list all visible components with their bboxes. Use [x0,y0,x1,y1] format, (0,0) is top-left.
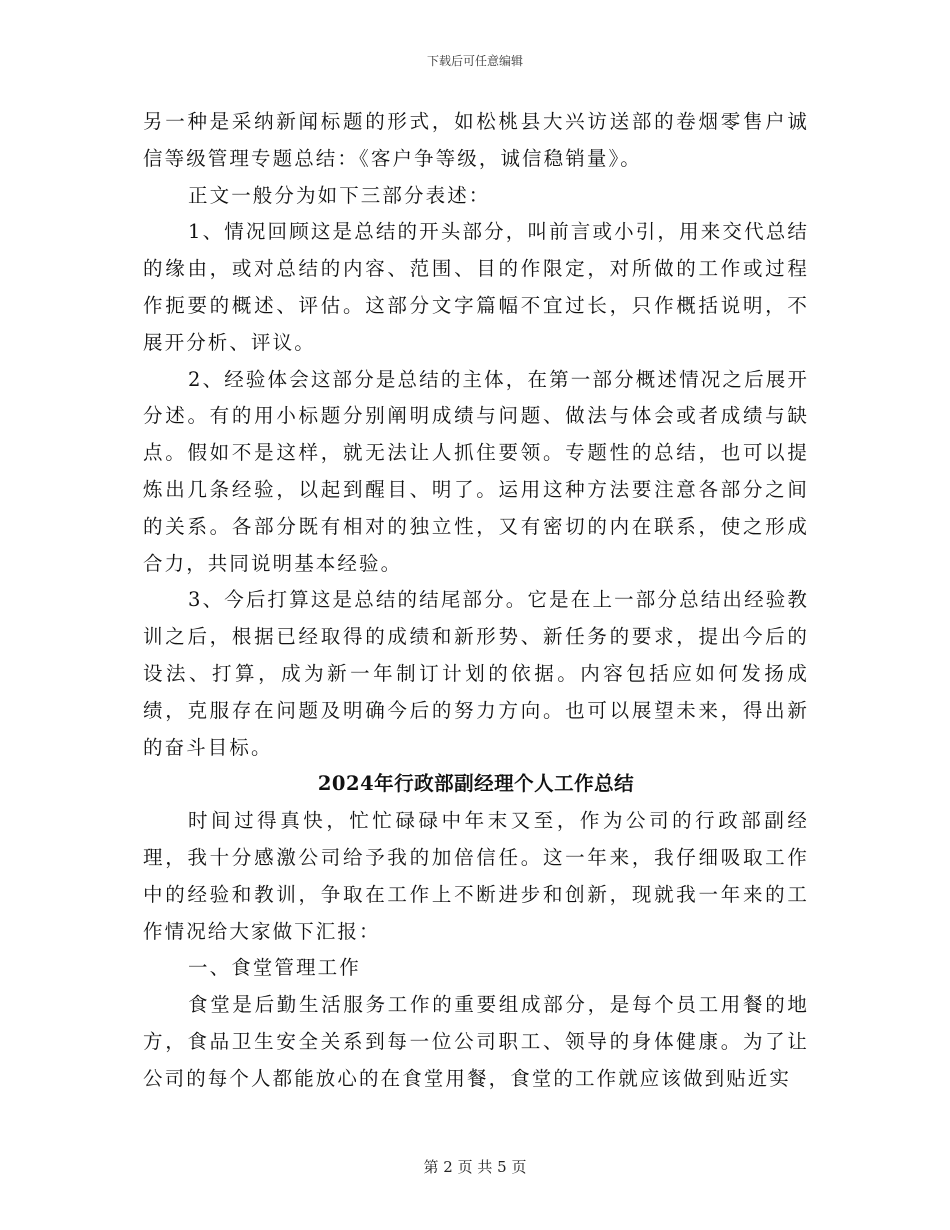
document-body [143,104,809,1098]
section-subheading: 一、食堂管理工作 [188,956,361,980]
body-paragraph-1: 另一种是采纳新闻标题的形式，如松桃县大兴访送部的卷烟零售户诚信等级管理专题总结：《客户争等级，诚信稳销量》。 [143,110,809,170]
section-paragraph-2: 食堂是后勤生活服务工作的重要组成部分，是每个员工用餐的地方，食品卫生安全关系到每一位公司职工、领导的身体健康。为了让公司的每个人都能放心的在食堂用餐，食堂的工作就应该做到贴近实 [143,993,809,1090]
body-paragraph-2: 正文一般分为如下三部分表述： [188,183,491,207]
body-paragraph-3: 1、情况回顾这是总结的开头部分，叫前言或小引，用来交代总结的缘由，或对总结的内容、范围、目的作限定，对所做的工作或过程作扼要的概述、评估。这部分文字篇幅不宜过长，只作概括说明，不展开分析、评议。 [143,220,809,354]
section-title: 2024年行政部副经理个人工作总结 [317,772,635,796]
body-paragraph-4: 2、经验体会这部分是总结的主体，在第一部分概述情况之后展开分述。有的用小标题分别阐明成绩与问题、做法与体会或者成绩与缺点。假如不是这样，就无法让人抓住要领。专题性的总结，也可以提炼出几条经验，以起到醒目、明了。运用这种方法要注意各部分之间的关系。各部分既有相对的独立性，又有密切的内在联系，使之形成合力，共同说明基本经验。 [143,367,809,575]
page-number: 第 2 页 共 5 页 [423,1158,527,1176]
body-paragraph-5: 3、今后打算这是总结的结尾部分。它是在上一部分总结出经验教训之后，根据已经取得的成绩和新形势、新任务的要求，提出今后的设法、打算，成为新一年制订计划的依据。内容包括应如何发扬成绩，克服存在问题及明确今后的努力方向。也可以展望未来，得出新的奋斗目标。 [143,588,809,759]
page-header: 下载后可任意编辑 [426,54,523,68]
section-paragraph-1: 时间过得真快，忙忙碌碌中年末又至，作为公司的行政部副经理，我十分感激公司给予我的加倍信任。这一年来，我仔细吸取工作中的经验和教训，争取在工作上不断进步和创新，现就我一年来的工作情况给大家做下汇报： [143,809,809,943]
